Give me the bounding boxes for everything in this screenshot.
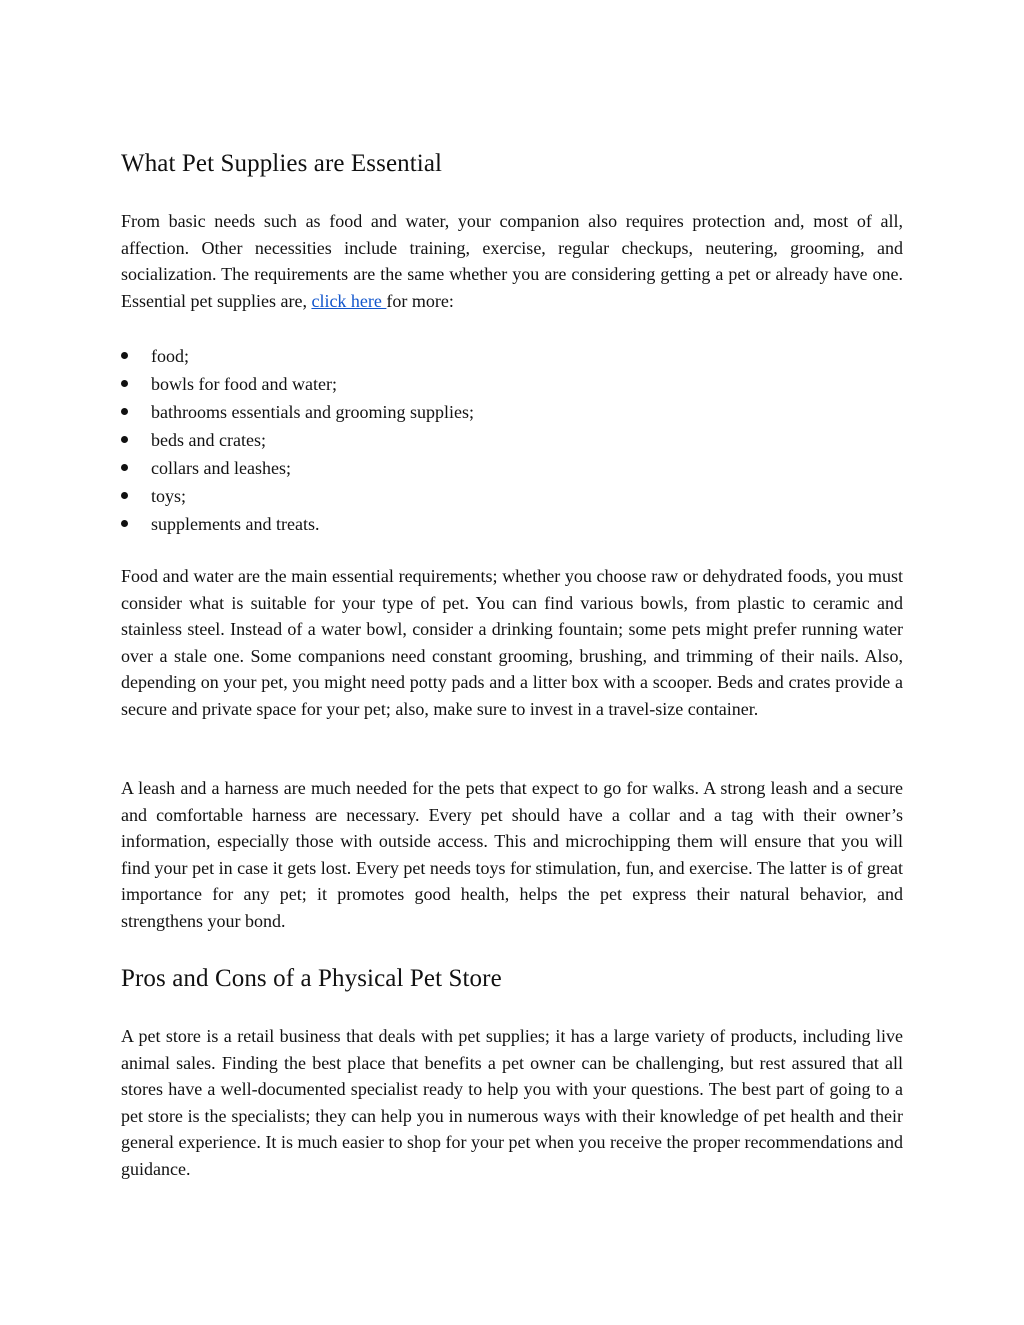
list-item-text: collars and leashes; [151,458,291,478]
bullet-icon [121,436,128,443]
list-item [121,454,474,482]
list-item [121,426,474,454]
list-item-text: toys; [151,486,187,506]
list-item-text: food; [151,346,189,366]
list-item [121,510,474,538]
intro-text: From basic needs such as food and water, your companion also requires protection and, most of all, affection. Other necessities include training, exercise, regular checkups, neutering, grooming, and socialization. The requirements are the same whether you are considering getting a pet or already have one. Essential pet supplies are, [121,211,903,311]
bullet-icon [121,492,128,499]
leash-harness-paragraph: A leash and a harness are much needed for the pets that expect to go for walks. A strong leash and a secure and comfortable harness are necessary. Every pet should have a collar and a tag with their owner’s information, especially those with outside access. This and microchipping them will ensure that you will find your pet in case it gets lost. Every pet needs toys for stimulation, fun, and exercise. The latter is of great importance for any pet; it promotes good health, helps the pet express their natural behavior, and strengthens your bond. [121,778,903,931]
list-item-text: supplements and treats. [151,514,320,534]
bullet-icon [121,380,128,387]
pet-store-paragraph: A pet store is a retail business that deals with pet supplies; it has a large variety of products, including live animal sales. Finding the best place that benefits a pet owner can be challenging, but rest assured that all stores have a well-documented specialist ready to help you with your questions. The best part of going to a pet store is the specialists; they can help you in numerous ways with their knowledge of pet health and their general experience. It is much easier to shop for your pet when you receive the proper recommendations and guidance. [121,1026,903,1179]
list-item [121,370,474,398]
list-item [121,342,474,370]
list-item [121,398,474,426]
list-item-text: beds and crates; [151,430,266,450]
bullet-icon [121,464,128,471]
section-heading-pet-store: Pros and Cons of a Physical Pet Store [121,965,502,992]
bullet-icon [121,352,128,359]
intro-paragraph [121,208,903,314]
list-item-text: bowls for food and water; [151,374,337,394]
bullet-icon [121,408,128,415]
bullet-icon [121,520,128,527]
intro-tail: for more: [386,290,454,311]
food-water-paragraph: Food and water are the main essential requirements; whether you choose raw or dehydrated foods, you must consider what is suitable for your type of pet. You can find various bowls, from plastic to ceramic and stainless steel. Instead of a water bowl, consider a drinking fountain; some pets might prefer running water over a stale one. Some companions need constant grooming, brushing, and trimming of their nails. Also, depending on your pet, you might need potty pads and a litter box with a scooper. Beds and crates provide a secure and private space for your pet; also, make sure to invest in a travel-size container. [121,566,903,719]
list-item-text: bathrooms essentials and grooming supplies; [151,402,474,422]
list-item [121,482,474,510]
supplies-list [121,342,474,538]
click-here-link[interactable]: click here [311,290,387,311]
section-heading-essentials: What Pet Supplies are Essential [121,150,443,177]
